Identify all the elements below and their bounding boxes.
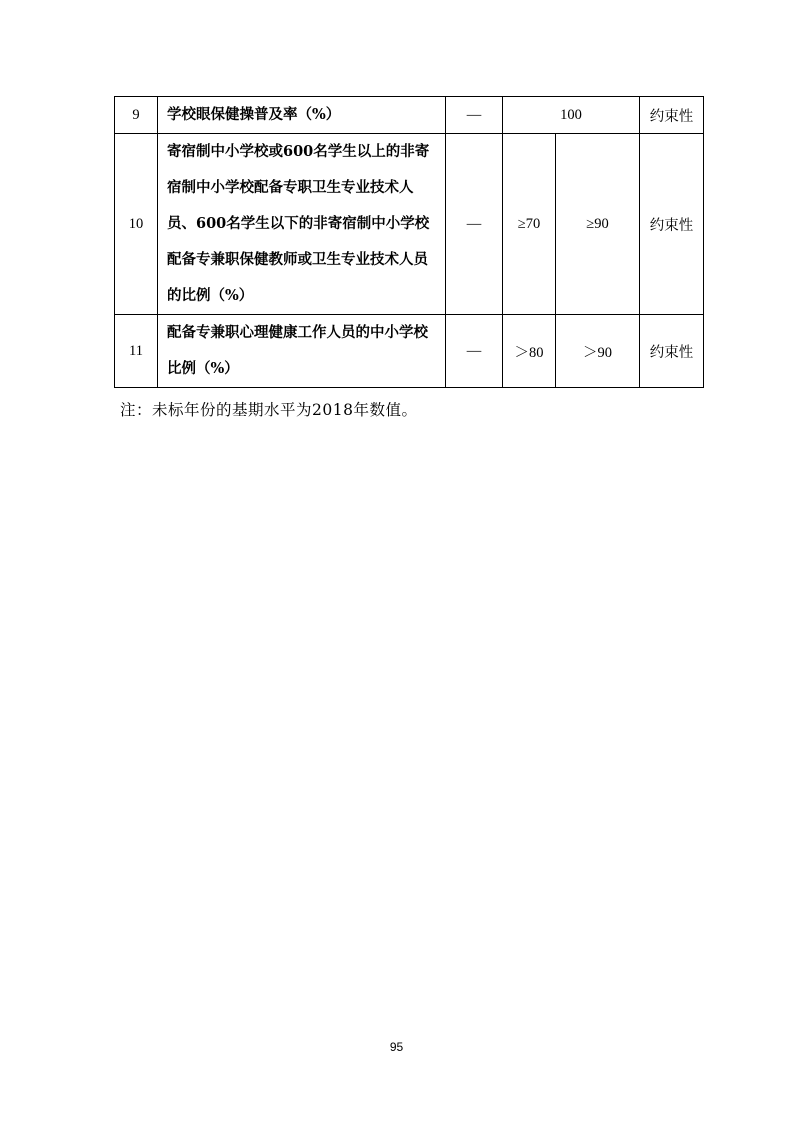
base-value: — <box>446 97 503 134</box>
indicator-property: 约束性 <box>640 315 704 388</box>
indicator-property: 约束性 <box>640 134 704 315</box>
target-value-2022: ≥70 <box>503 134 556 315</box>
indicator-property: 约束性 <box>640 97 704 134</box>
indicator-name: 寄宿制中小学校或600名学生以上的非寄宿制中小学校配备专职卫生专业技术人员、600名学生以下的非寄宿制中小学校配备专兼职保健教师或卫生专业技术人员的比例（%） <box>158 134 446 315</box>
target-value-2030: ≥90 <box>556 134 640 315</box>
indicator-name: 学校眼保健操普及率（%） <box>158 97 446 134</box>
target-value-2022: ＞80 <box>503 315 556 388</box>
indicator-name: 配备专兼职心理健康工作人员的中小学校比例（%） <box>158 315 446 388</box>
table-note: 注：未标年份的基期水平为2018年数值。 <box>120 401 418 419</box>
row-number: 9 <box>115 97 158 134</box>
table-row <box>115 315 704 388</box>
page-number: 95 <box>389 1040 404 1054</box>
base-value: — <box>446 315 503 388</box>
base-value: — <box>446 134 503 315</box>
table-row <box>115 97 704 134</box>
indicator-table <box>114 96 704 388</box>
row-number: 10 <box>115 134 158 315</box>
target-value: 100 <box>503 97 640 134</box>
row-number: 11 <box>115 315 158 388</box>
table-row <box>115 134 704 315</box>
target-value-2030: ＞90 <box>556 315 640 388</box>
